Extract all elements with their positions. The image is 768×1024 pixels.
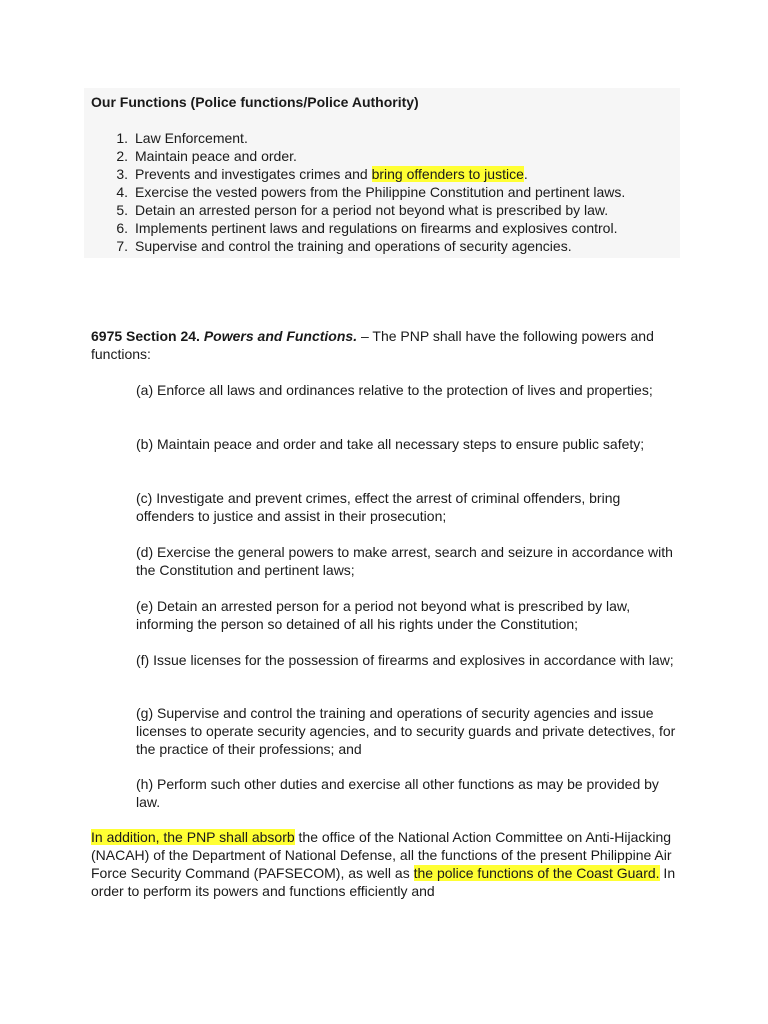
section-item-d: (d) Exercise the general powers to make arrest, search and seizure in accordance with the Constitution and pertinent laws; <box>136 544 673 578</box>
page-heading: Our Functions (Police functions/Police Authority) <box>91 94 419 110</box>
list-item-text: Maintain peace and order. <box>135 148 297 164</box>
list-item-text: Detain an arrested person for a period not beyond what is prescribed by law. <box>135 202 609 218</box>
list-item-text: Implements pertinent laws and regulations on firearms and explosives control. <box>135 220 618 236</box>
section-item-a: (a) Enforce all laws and ordinances relative to the protection of lives and properties; <box>136 382 653 398</box>
list-item <box>112 237 602 255</box>
highlighted-text: the police functions of the Coast Guard. <box>413 865 660 881</box>
section-item-b: (b) Maintain peace and order and take all necessary steps to ensure public safety; <box>136 436 645 452</box>
list-item-number: 3. <box>116 166 128 182</box>
list-item-text: Supervise and control the training and operations of security agencies. <box>135 238 572 254</box>
section-item-f: (f) Issue licenses for the possession of firearms and explosives in accordance with law; <box>136 652 674 668</box>
section-title: Powers and Functions. <box>203 328 358 344</box>
list-item-text-end: . <box>523 166 528 182</box>
section-item-c: (c) Investigate and prevent crimes, effect the arrest of criminal offenders, bring offenders to justice and assist in their prosecution; <box>136 490 621 524</box>
list-item-number: 7. <box>116 238 128 254</box>
list-item <box>112 147 602 165</box>
section-intro-paragraph <box>91 327 681 363</box>
list-item-number: 4. <box>116 184 128 200</box>
closing-text-end: In order to perform its powers and functions efficiently and <box>91 865 676 899</box>
list-item-number: 6. <box>116 220 128 236</box>
highlighted-text: bring offenders to justice <box>371 166 524 182</box>
section-item-h: (h) Perform such other duties and exercise all other functions as may be provided by law. <box>136 776 659 810</box>
list-item-text: Law Enforcement. <box>135 130 248 146</box>
functions-list <box>112 129 626 255</box>
list-item-number: 5. <box>116 202 128 218</box>
section-intro-text: – The PNP shall have the following powers and functions: <box>91 328 654 362</box>
list-item <box>112 201 609 219</box>
closing-text: the office of the National Action Committee on Anti-Hijacking (NACAH) of the Department of National Defense, all the functions of the present Philippine Air Force Security Command (PAFSECOM), as well as <box>91 829 672 881</box>
list-item <box>112 219 618 237</box>
section-number: 6975 Section 24. <box>91 328 200 344</box>
list-item <box>112 129 602 147</box>
list-item-text <box>135 166 528 182</box>
list-item-number: 1. <box>116 130 128 146</box>
closing-paragraph <box>91 828 683 900</box>
list-item-text: Exercise the vested powers from the Philippine Constitution and pertinent laws. <box>135 184 626 200</box>
section-item-e: (e) Detain an arrested person for a period not beyond what is prescribed by law, informing the person so detained of all his rights under the Constitution; <box>136 598 631 632</box>
section-item-g: (g) Supervise and control the training and operations of security agencies and issue licenses to operate security agencies, and to security guards and private detectives, for the practice of their professions; and <box>136 705 676 757</box>
list-item <box>112 183 626 201</box>
highlighted-text: In addition, the PNP shall absorb <box>91 829 295 845</box>
list-item-number: 2. <box>116 148 128 164</box>
list-item-text-start: Prevents and investigates crimes and <box>135 166 372 182</box>
list-item <box>112 165 602 183</box>
